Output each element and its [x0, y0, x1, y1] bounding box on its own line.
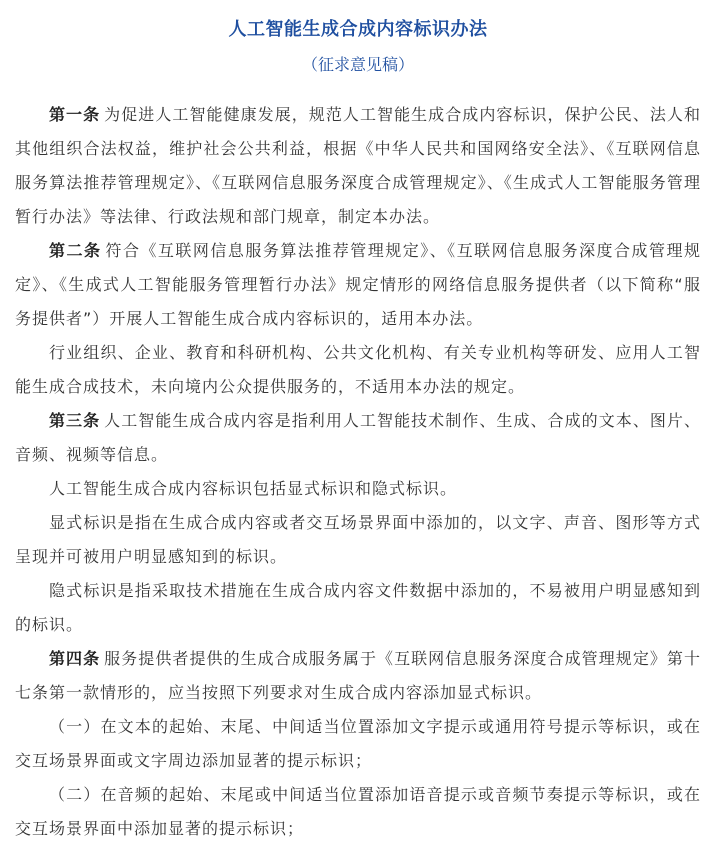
article-3-clause-paragraph — [15, 472, 701, 506]
paragraph-text: 隐式标识是指采取技术措施在生成合成内容文件数据中添加的，不易被用户明显感知到的标识。 — [15, 581, 701, 634]
paragraph-text: （二）在音频的起始、末尾或中间适当位置添加语音提示或音频节奏提示等标识，或在交互场景界面中添加显著的提示标识； — [15, 785, 701, 838]
article-4-paragraph — [15, 642, 701, 710]
article-2-paragraph — [15, 234, 701, 336]
paragraph-text: 服务提供者提供的生成合成服务属于《互联网信息服务深度合成管理规定》第十七条第一款情形的，应当按照下列要求对生成合成内容添加显式标识。 — [15, 649, 701, 702]
article-2-clause-paragraph — [15, 336, 701, 404]
paragraph-text: 符合《互联网信息服务算法推荐管理规定》、《互联网信息服务深度合成管理规定》、《生成式人工智能服务管理暂行办法》规定情形的网络信息服务提供者（以下简称“服务提供者”）开展人工智能生成合成内容标识的，适用本办法。 — [15, 241, 701, 328]
explicit-label-definition — [15, 506, 701, 574]
article-label: 第二条 — [49, 241, 102, 260]
article-label: 第三条 — [49, 411, 101, 430]
document-title: 人工智能生成合成内容标识办法 — [228, 19, 488, 40]
article-4-item-2 — [15, 778, 701, 846]
implicit-label-definition — [15, 574, 701, 642]
article-4-item-1 — [15, 710, 701, 778]
article-label: 第四条 — [49, 649, 101, 668]
article-1-paragraph — [15, 98, 701, 234]
article-3-paragraph — [15, 404, 701, 472]
paragraph-text: 人工智能生成合成内容标识包括显式标识和隐式标识。 — [49, 479, 458, 498]
paragraph-text: 行业组织、企业、教育和科研机构、公共文化机构、有关专业机构等研发、应用人工智能生成合成技术，未向境内公众提供服务的，不适用本办法的规定。 — [15, 343, 701, 396]
article-label: 第一条 — [49, 105, 101, 124]
paragraph-text: 显式标识是指在生成合成内容或者交互场景界面中添加的，以文字、声音、图形等方式呈现并可被用户明显感知到的标识。 — [15, 513, 701, 566]
document-body — [15, 98, 701, 846]
paragraph-text: （一）在文本的起始、末尾、中间适当位置添加文字提示或通用符号提示等标识，或在交互场景界面或文字周边添加显著的提示标识； — [15, 717, 701, 770]
paragraph-text: 为促进人工智能健康发展，规范人工智能生成合成内容标识，保护公民、法人和其他组织合法权益，维护社会公共利益，根据《中华人民共和国网络安全法》、《互联网信息服务算法推荐管理规定》、《互联网信息服务深度合成管理规定》、《生成式人工智能服务管理暂行办法》等法律、行政法规和部门规章，制定本办法。 — [15, 105, 701, 226]
paragraph-text: 人工智能生成合成内容是指利用人工智能技术制作、生成、合成的文本、图片、音频、视频等信息。 — [15, 411, 701, 464]
document-subtitle: （征求意见稿） — [301, 55, 414, 74]
